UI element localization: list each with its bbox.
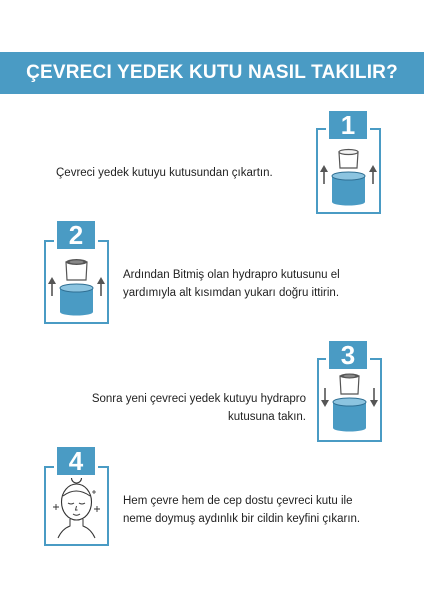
page-title: ÇEVRECI YEDEK KUTU NASIL TAKILIR? (26, 62, 398, 83)
box-insert-down-icon (319, 360, 380, 440)
step-3-number: 3 (326, 338, 370, 372)
step-1-line-1: Çevreci yedek kutuyu kutusundan çıkartın. (56, 167, 273, 179)
step-1-text (56, 164, 273, 182)
step-2-line-1: Ardından Bitmiş olan hydrapro kutusunu el (123, 269, 340, 281)
step-3-line-1: Sonra yeni çevreci yedek kutuyu hydrapro (91, 393, 306, 405)
step-3-text (40, 390, 306, 426)
step-4-card (44, 466, 109, 546)
glowing-face-icon (46, 468, 107, 544)
step-4-text (123, 492, 360, 528)
step-2-card (44, 240, 109, 324)
step-4-number: 4 (54, 444, 98, 478)
step-3-line-2: kutusuna takın. (228, 411, 306, 423)
step-1-number: 1 (326, 108, 370, 142)
box-pull-up-icon (318, 130, 379, 212)
step-4-line-1: Hem çevre hem de cep dostu çevreci kutu ile (123, 495, 353, 507)
step-2-line-2: yardımıyla alt kısımdan yukarı doğru ittirin. (123, 287, 340, 299)
step-4-line-2: neme doymuş aydınlık bir cildin keyfini çıkarın. (123, 513, 361, 525)
step-2-number: 2 (54, 218, 98, 252)
box-push-up-icon (46, 242, 107, 322)
step-2-text (123, 266, 340, 302)
title-banner (0, 52, 424, 94)
